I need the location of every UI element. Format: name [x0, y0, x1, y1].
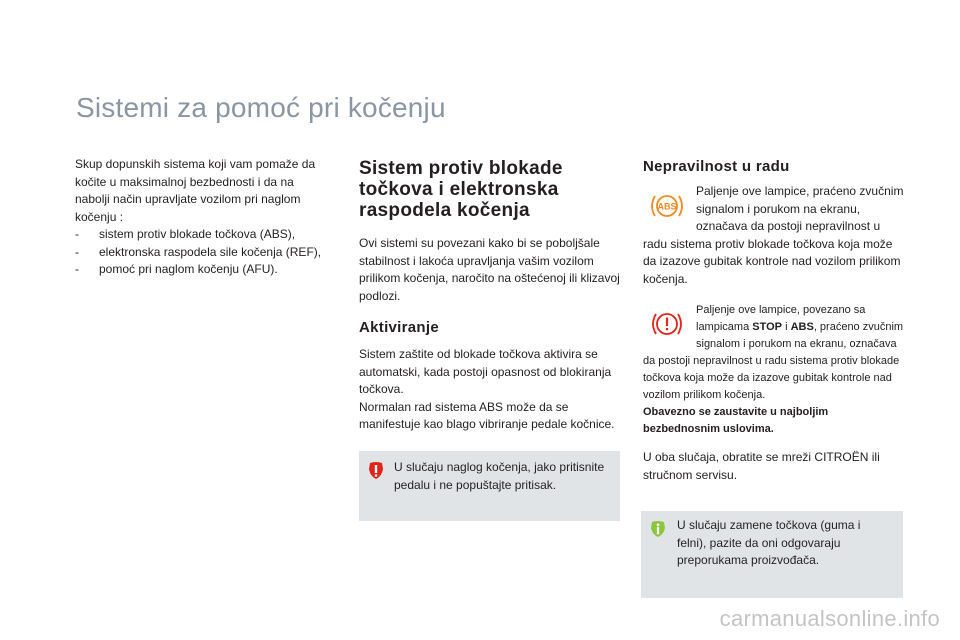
stop-instruction: Obavezno se zaustavite u najboljim bezbednosnim uslovima.: [643, 406, 829, 435]
abs-section: [359, 158, 621, 434]
list-item: - pomoć pri naglom kočenju (AFU).: [75, 261, 330, 279]
service-text: U oba slučaja, obratite se mreži CITROËN ili stručnom servisu.: [643, 450, 880, 482]
info-icon: [649, 520, 667, 538]
intro-text: Skup dopunskih sistema koji vam pomaže da kočite u maksimalnoj bezbednosti i da na nabolji način upravljate vozilom pri naglom kočenju :: [75, 157, 316, 224]
list-item: - sistem protiv blokade točkova (ABS),: [75, 226, 330, 244]
malfunction-heading: Nepravilnost u radu: [643, 158, 790, 175]
abs-lamp-text: Paljenje ove lampice, praćeno zvučnim signalom i porukom na ekranu, označava da postoji nepravilnost u radu sistema protiv blokade točkova koja može da izazove gubitak kontrole nad vozilom prilikom kočenja.: [643, 184, 904, 286]
stop-label: STOP: [752, 321, 783, 333]
malfunction-heading-wrap: [643, 158, 790, 175]
abs-lamp-label: ABS: [657, 201, 677, 212]
info-box: [641, 511, 903, 598]
list-item: - elektronska raspodela sile kočenja (REF),: [75, 244, 330, 262]
activation-text: Sistem zaštite od blokade točkova aktivira se automatski, kada postoji opasnost od blokiranja točkova.: [359, 347, 612, 396]
list-dash: -: [75, 227, 79, 241]
page-title: Sistemi za pomoć pri kočenju: [76, 92, 446, 123]
info-text: U slučaju zamene točkova (guma i felni), pazite da oni odgovaraju preporukama proizvođača.: [677, 518, 861, 567]
intro-section: [75, 156, 330, 279]
section-heading: Sistem protiv blokade točkova i elektronska raspodela kočenja: [359, 158, 563, 221]
list-dash: -: [75, 244, 79, 259]
warning-icon: [366, 461, 386, 481]
warning-box: [359, 451, 620, 521]
brake-lamp-text: Paljenje ove lampice, povezano sa lampicama STOP i ABS, praćeno zvučnim signalom i porukom na ekranu, označava da postoji nepravilnost u radu sistema protiv blokade točkova koja može da izazove gubitak kontrole nad vozilom prilikom kočenja. Obavezno se zaustavite u najboljim bezbednosnim uslovima.: [643, 304, 904, 435]
normal-operation-text: Normalan rad sistema ABS može da se manifestuje kao blago vibriranje pedale kočnice.: [359, 399, 615, 431]
abs-label: ABS: [790, 321, 814, 333]
abs-description: Ovi sistemi su povezani kako bi se poboljšale stabilnost i lakoća upravljanja vašim vozilom prilikom kočenja, naročito na oštećenoj ili klizavoj podlozi.: [359, 236, 620, 303]
watermark: carmanualsonline.info: [719, 606, 940, 631]
warning-text: U slučaju naglog kočenja, jako pritisnite pedalu i ne popuštajte pritisak.: [394, 460, 605, 492]
list-dash: -: [75, 262, 79, 276]
activation-heading: Aktiviranje: [359, 319, 439, 336]
systems-list: [75, 226, 330, 279]
